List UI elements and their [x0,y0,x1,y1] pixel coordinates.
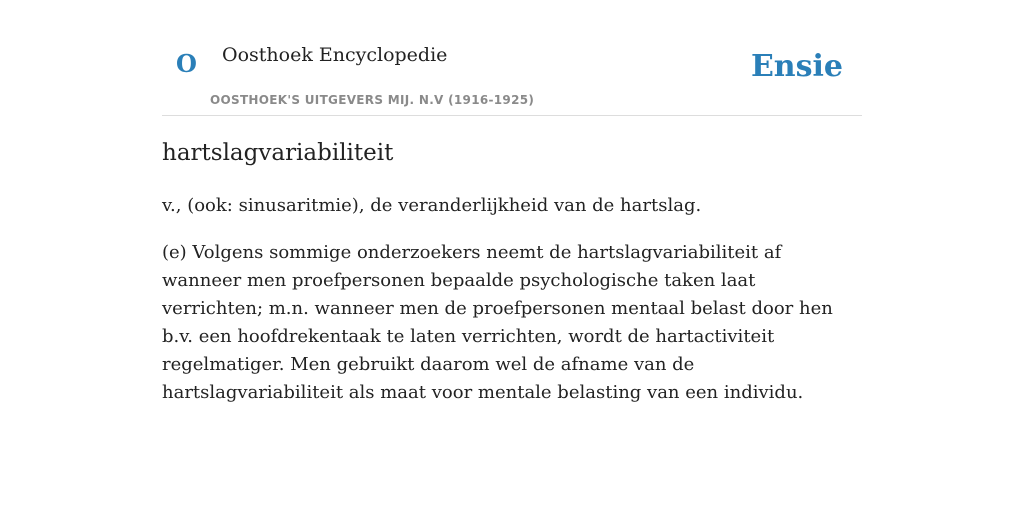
header [162,0,862,116]
book-title[interactable]: Oosthoek Encyclopedie [222,44,448,66]
entry-definition: v., (ook: sinusaritmie), de veranderlijkheid van de hartslag. [162,195,702,216]
content-container [162,0,862,403]
publisher-label: OOSTHOEK'S UITGEVERS MIJ. N.V (1916-1925) [210,93,535,107]
entry-body: (e) Volgens sommige onderzoekers neemt de hartslagvariabiliteit af wanneer men proefpersonen bepaalde psychologische taken laat verrichten; m.n. wanneer men de proefpersonen mentaal belast door hen b.v. een hoofdrekentaak te laten verrichten, wordt de hartactiviteit regelmatiger. Men gebruikt daarom wel de afname van de hartslagvariabiliteit als maat voor mentale belasting van een individu. [162,242,833,403]
ensie-brand-link[interactable]: Ensie [750,49,843,84]
entry-headword: hartslagvariabiliteit [162,140,394,166]
logo-mark[interactable]: O [176,49,197,78]
